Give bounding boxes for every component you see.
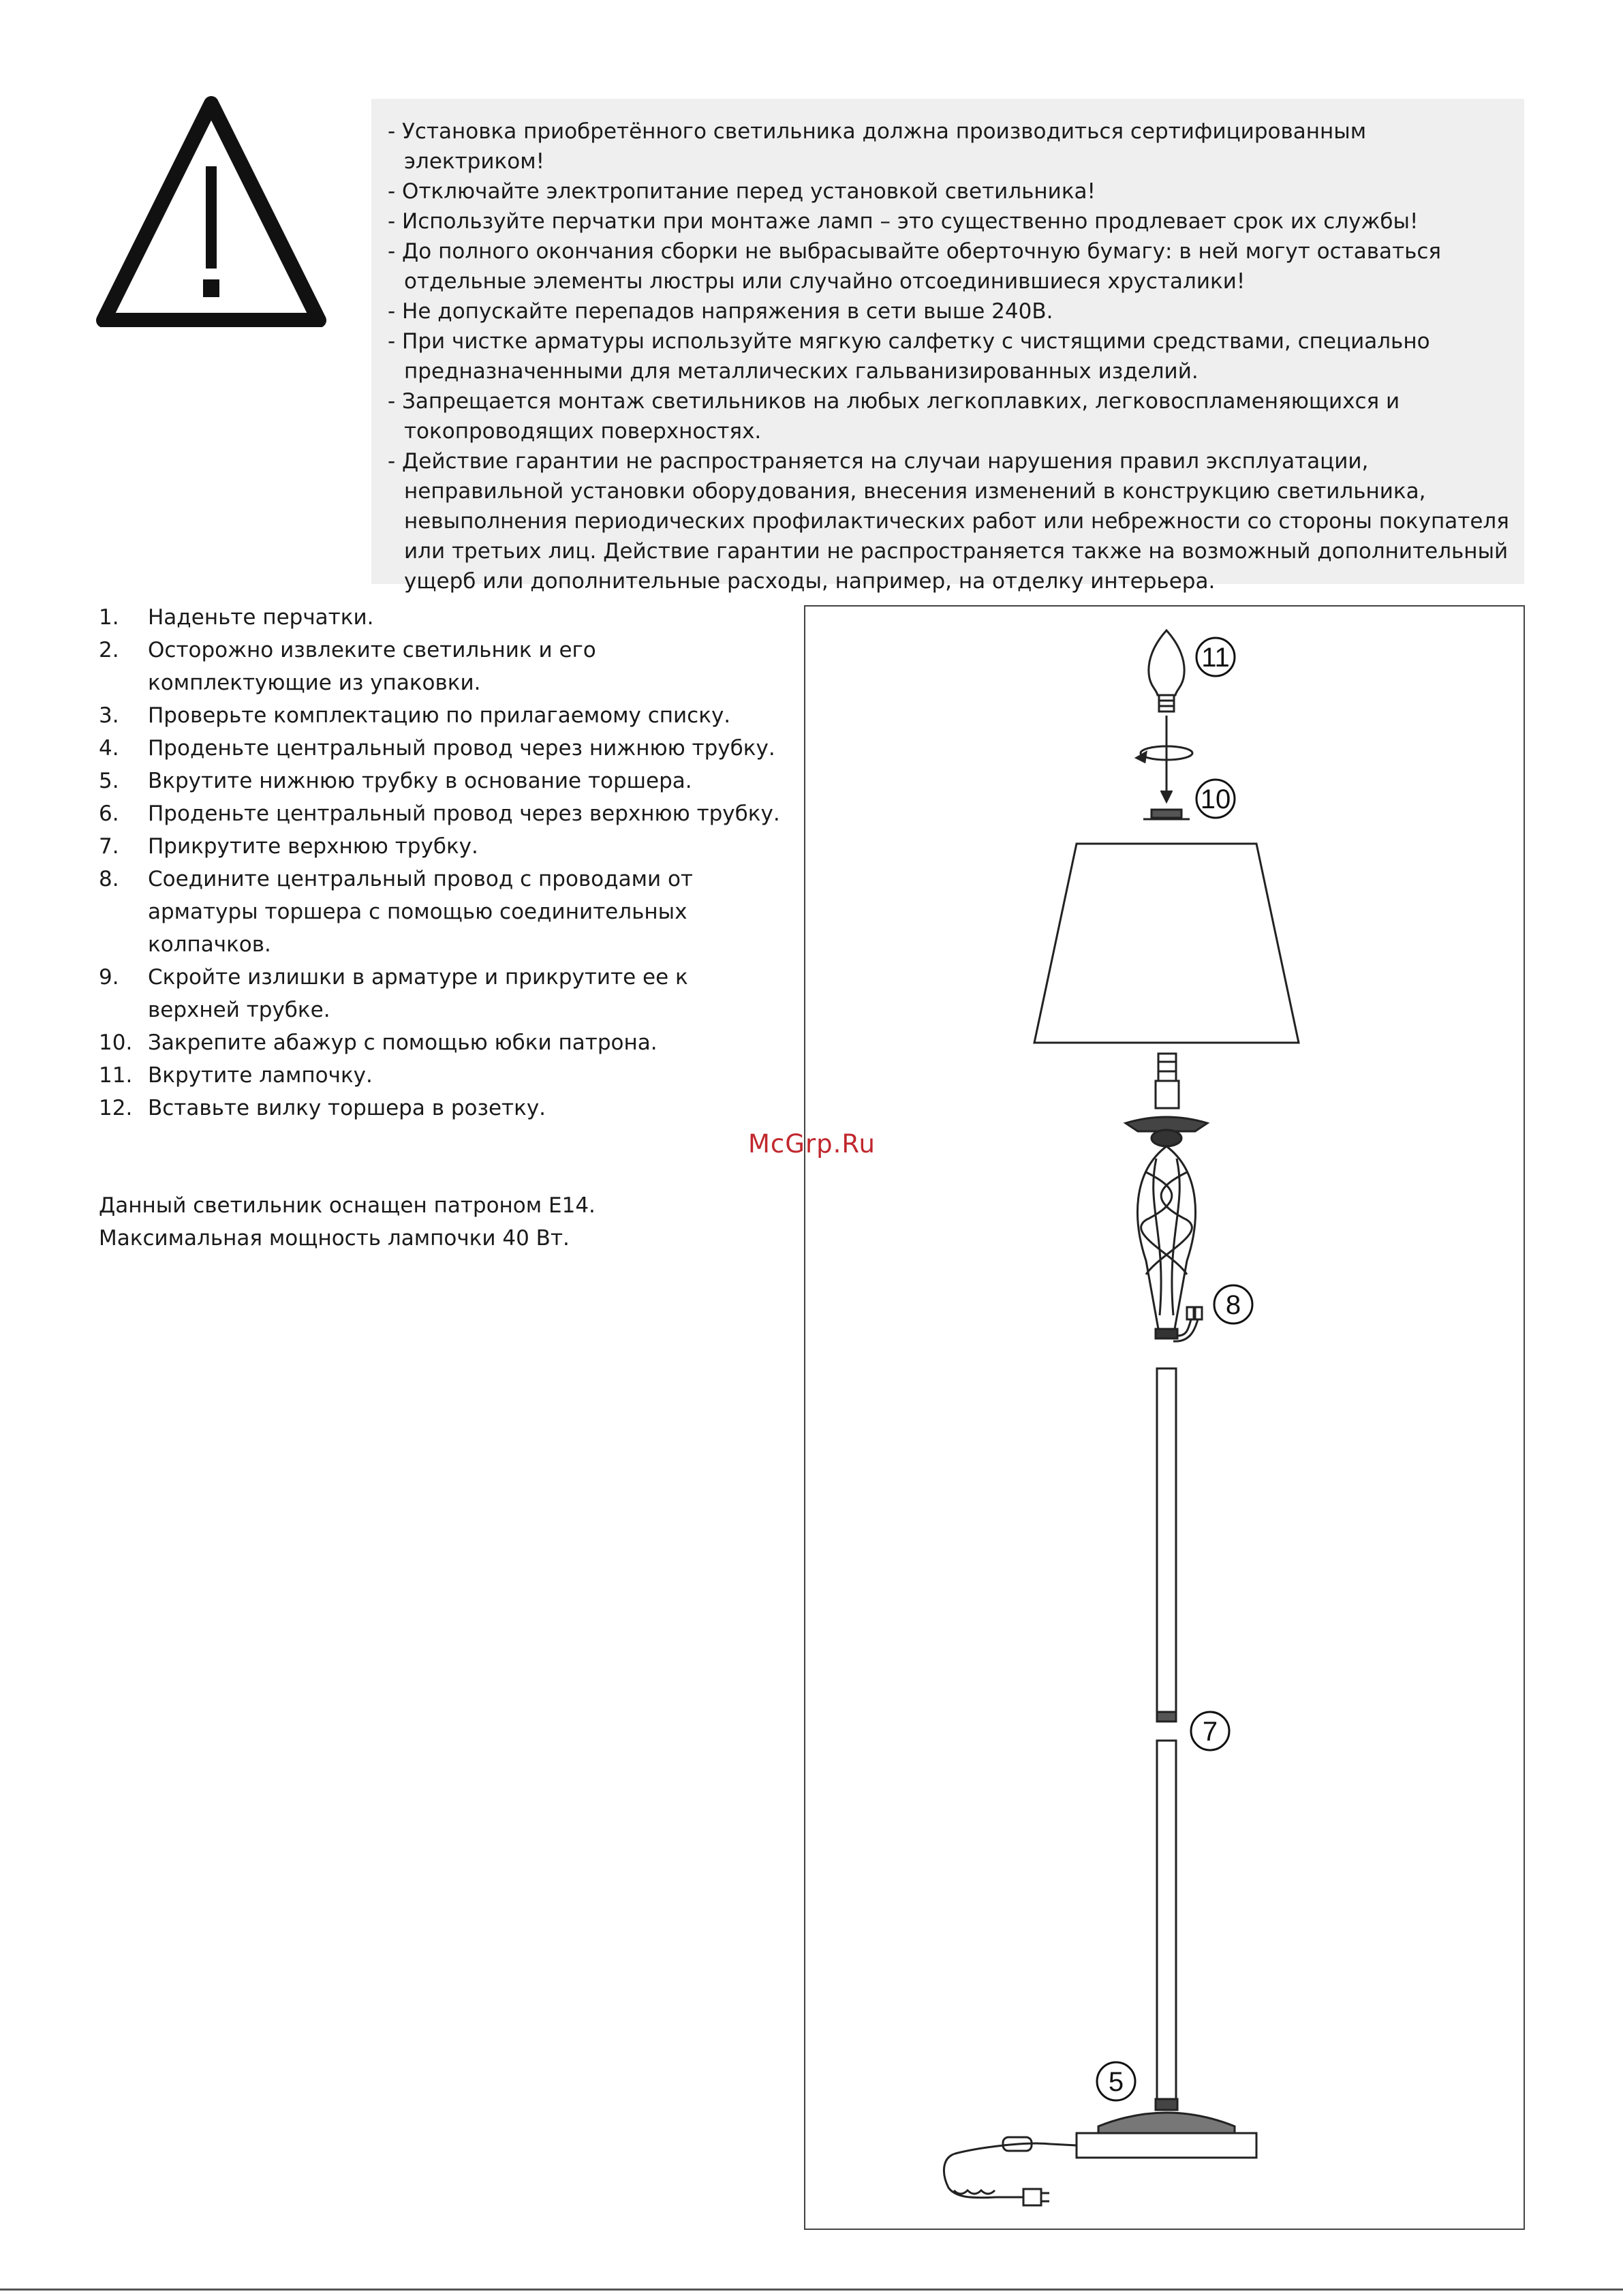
step-text: Соедините центральный провод с проводами от арматуры торшера с помощью соединительных колпачков. <box>148 867 693 957</box>
warning-item: - При чистке арматуры используйте мягкую салфетку с чистящими средствами, специально предназначенными для металлических гальванизированных изделий. <box>388 329 1430 384</box>
warning-item: - Отключайте электропитание перед установкой светильника! <box>388 179 1096 204</box>
warning-item: - Действие гарантии не распространяется на случаи нарушения правил эксплуатации, неправильной установки оборудования, внесения изменений в конструкцию светильника, невыполнения периодических профилактических работ или небрежности со стороны покупателя или третьих лиц. Действие гарантии не распространяется также на возможный дополнительный ущерб или дополнительные расходы, например, на отделку интерьера. <box>388 449 1509 594</box>
callout-5 <box>1097 2062 1135 2100</box>
list-item <box>99 830 780 863</box>
socket-note <box>99 1189 596 1255</box>
svg-text:11: 11 <box>1201 643 1230 673</box>
list-item <box>99 634 780 699</box>
step-number: 8. <box>99 867 119 891</box>
step-number: 7. <box>99 834 119 859</box>
page-bottom-rule <box>0 2289 1623 2291</box>
step-text: Проденьте центральный провод через нижнюю трубку. <box>148 736 775 761</box>
warning-item: - Не допускайте перепадов напряжения в сети выше 240В. <box>388 299 1053 324</box>
warning-item: - Установка приобретённого светильника должна производиться сертифицированным электриком! <box>388 119 1367 174</box>
step-text: Осторожно извлеките светильник и его комплектующие из упаковки. <box>148 638 596 695</box>
step-number: 9. <box>99 965 119 990</box>
upper-tube <box>1157 1368 1176 1712</box>
step-text: Вкрутите нижнюю трубку в основание торшера. <box>148 769 692 793</box>
socket-skirt <box>1151 810 1181 818</box>
lamp-shade <box>1034 844 1299 1043</box>
svg-text:7: 7 <box>1202 1717 1218 1747</box>
assembly-diagram <box>804 605 1525 2230</box>
svg-text:10: 10 <box>1200 784 1231 814</box>
list-item <box>99 601 780 634</box>
warning-item: - До полного окончания сборки не выбрасывайте оберточную бумагу: в ней могут оставаться отдельные элементы люстры или случайно отсоединившиеся хрусталики! <box>388 239 1442 294</box>
callout-11 <box>1196 638 1235 676</box>
step-text: Вставьте вилку торшера в розетку. <box>148 1096 546 1120</box>
step-number: 5. <box>99 769 119 793</box>
step-number: 11. <box>99 1063 133 1088</box>
list-item <box>99 1092 780 1124</box>
step-text: Проверьте комплектацию по прилагаемому списку. <box>148 703 731 728</box>
warning-item: - Используйте перчатки при монтаже ламп – это существенно продлевает срок их службы! <box>388 209 1419 234</box>
lamp-base <box>1098 2113 1235 2133</box>
step-number: 1. <box>99 605 119 630</box>
warning-notice-box <box>371 99 1524 594</box>
callout-8 <box>1214 1285 1252 1323</box>
step-number: 10. <box>99 1030 133 1055</box>
step-number: 2. <box>99 638 119 662</box>
list-item <box>99 699 780 732</box>
max-power-text: Максимальная мощность лампочки 40 Вт. <box>99 1226 570 1251</box>
list-item <box>99 961 780 1026</box>
step-text: Закрепите абажур с помощью юбки патрона. <box>148 1030 658 1055</box>
list-item <box>99 765 780 797</box>
svg-text:5: 5 <box>1108 2067 1124 2097</box>
lower-tube <box>1157 1741 1176 2099</box>
step-text: Прикрутите верхнюю трубку. <box>148 834 478 859</box>
assembly-steps-list <box>99 601 780 1124</box>
warning-triangle-icon <box>95 95 327 327</box>
list-item <box>99 732 780 765</box>
bulb-icon <box>1149 630 1184 695</box>
step-number: 12. <box>99 1096 133 1120</box>
step-text: Проденьте центральный провод через верхнюю трубку. <box>148 801 780 826</box>
warning-list <box>388 117 1511 596</box>
step-text: Вкрутите лампочку. <box>148 1063 373 1088</box>
step-text: Скройте излишки в арматуре и прикрутите ее к верхней трубке. <box>148 965 688 1022</box>
watermark: McGrp.Ru <box>748 1129 876 1159</box>
list-item <box>99 863 780 961</box>
list-item <box>99 1026 780 1059</box>
list-item <box>99 1059 780 1092</box>
socket-type-text: Данный светильник оснащен патроном Е14. <box>99 1193 596 1218</box>
power-plug-icon <box>1023 2189 1041 2205</box>
step-number: 4. <box>99 736 119 761</box>
list-item <box>99 797 780 830</box>
floor-lamp-drawing <box>805 607 1526 2231</box>
warning-item: - Запрещается монтаж светильников на любых легкоплавких, легковоспламеняющихся и токопроводящих поверхностях. <box>388 389 1400 444</box>
step-text: Наденьте перчатки. <box>148 605 374 630</box>
step-number: 3. <box>99 703 119 728</box>
step-number: 6. <box>99 801 119 826</box>
callout-7 <box>1191 1712 1229 1750</box>
svg-text:8: 8 <box>1225 1290 1241 1320</box>
callout-10 <box>1196 780 1235 818</box>
